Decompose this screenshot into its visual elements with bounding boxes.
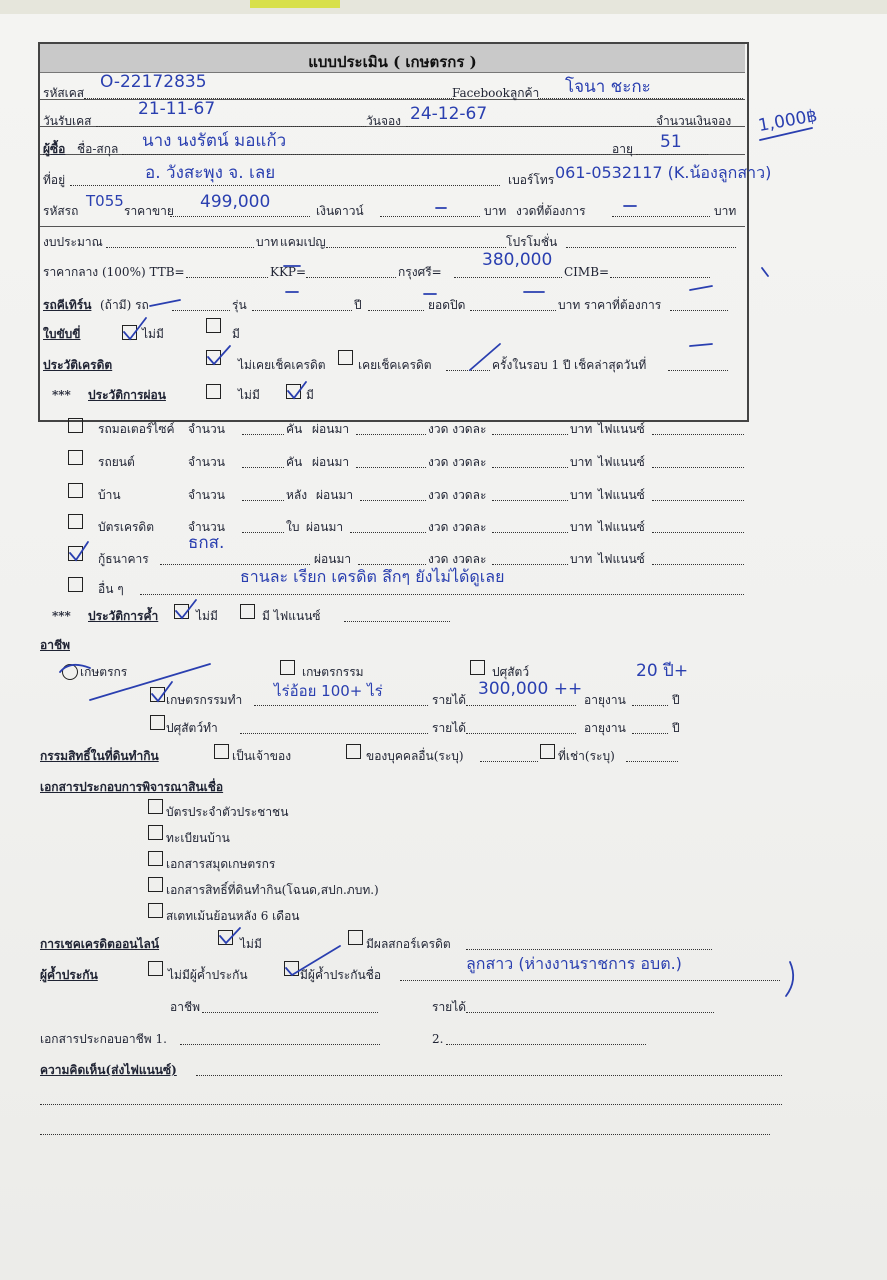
installment-wanted-label: งวดที่ต้องการ xyxy=(516,204,586,218)
land-ownership-label: กรรมสิทธิ์ในที่ดินทำกิน xyxy=(40,749,159,763)
job-docs-two: 2. xyxy=(432,1032,444,1046)
close-amount-label: ยอดปิด xyxy=(428,298,466,312)
car-code-value: T055 xyxy=(86,192,124,210)
career-label: อาชีพ xyxy=(40,638,70,652)
krungsri-value: 380,000 xyxy=(482,250,553,270)
age-value: 51 xyxy=(660,132,682,152)
wanted-price-label: ราคาที่ต้องการ xyxy=(584,298,662,312)
baht-text: บาท xyxy=(714,204,737,218)
never-checked-label: ไม่เคยเช็คเครดิต xyxy=(238,358,326,372)
agri-do-value: ไร่อ้อย 100+ ไร่ xyxy=(274,682,383,700)
facebook-value: โจนา ชะกะ xyxy=(565,77,651,97)
opinion-label: ความคิดเห็น(ส่งไฟแนนซ์) xyxy=(40,1063,177,1077)
debt-name: กู้ธนาคาร xyxy=(98,552,149,566)
land-own-label: เป็นเจ้าของ xyxy=(232,749,292,763)
per-label: งวด งวดละ xyxy=(428,488,487,502)
has-guarantor-label: มีผู้ค้ำประกันชื่อ xyxy=(300,968,382,982)
mid-price-label: ราคากลาง (100%) TTB= xyxy=(43,265,185,279)
bank-name-value: ธกส. xyxy=(188,533,225,553)
booking-amount-label: จำนวนเงินจอง xyxy=(656,114,732,128)
agri-do-label: เกษตรกรรมทำ xyxy=(166,693,243,707)
unit-label: คัน xyxy=(286,422,303,436)
promotion-label: โปรโมชั่น xyxy=(506,235,558,249)
address-value: อ. วังสะพุง จ. เลย xyxy=(145,163,276,183)
farmer-label: เกษตรกร xyxy=(80,665,128,679)
campaign-label: แคมเปญ xyxy=(280,235,326,249)
paid-label: ผ่อนมา xyxy=(306,520,344,534)
per-label: งวด งวดละ xyxy=(428,455,487,469)
income-value: 300,000 ++ xyxy=(478,679,583,699)
income-label: รายได้ xyxy=(432,721,467,735)
credit-history-label: ประวัติเครดิต xyxy=(43,358,113,372)
case-code-label: รหัสเคส xyxy=(43,86,85,100)
trade-in-note: (ถ้ามี) รถ xyxy=(100,298,149,312)
year-label: ปี xyxy=(672,721,680,735)
baht-text: บาท xyxy=(570,488,593,502)
buyer-label: ผู้ซื้อ xyxy=(43,142,66,156)
online-yes-label: มีผลสกอร์เครดิต xyxy=(366,937,451,951)
paid-label: ผ่อนมา xyxy=(312,455,350,469)
stars: *** xyxy=(52,388,71,402)
paid-label: ผ่อนมา xyxy=(314,552,352,566)
case-code-value: O-22172835 xyxy=(100,72,207,92)
years-note: 20 ปี+ xyxy=(636,661,689,681)
count-label: จำนวน xyxy=(188,422,225,436)
paid-label: ผ่อนมา xyxy=(316,488,354,502)
count-label: จำนวน xyxy=(188,488,225,502)
installment-history-label: ประวัติการผ่อน xyxy=(88,388,166,402)
baht-text: บาท xyxy=(570,422,593,436)
buyer-name-value: นาง นงรัตน์ มอแก้ว xyxy=(142,131,287,151)
guarantor-job-label: อาชีพ xyxy=(170,1000,200,1014)
finance-label: ไฟแนนซ์ xyxy=(598,455,645,469)
model-label: รุ่น xyxy=(232,298,247,312)
license-label: ใบขับขี่ xyxy=(43,327,81,341)
livestock-do-label: ปศุสัตว์ทำ xyxy=(166,721,218,735)
docs-label: เอกสารประกอบการพิจารณาสินเชื่อ xyxy=(40,780,224,794)
checked-label: เคยเช็คเครดิต xyxy=(358,358,432,372)
baht-text: บาท xyxy=(484,204,507,218)
cimb-label: CIMB= xyxy=(564,265,610,279)
online-credit-label: การเชคเครดิตออนไลน์ xyxy=(40,937,160,951)
per-label: งวด งวดละ xyxy=(428,422,487,436)
agri-label: เกษตรกรรม xyxy=(302,665,364,679)
per-label: งวด งวดละ xyxy=(428,520,487,534)
paid-label: ผ่อนมา xyxy=(312,422,350,436)
unit-label: คัน xyxy=(286,455,303,469)
guarantor-income-label: รายได้ xyxy=(432,1000,467,1014)
guarantor-name-value: ลูกสาว (ห่างงานราชการ อบต.) xyxy=(466,954,682,973)
receive-date-label: วันรับเคส xyxy=(43,114,92,128)
kkp-label: KKP= xyxy=(270,265,307,279)
baht-text: บาท xyxy=(570,455,593,469)
booking-date-label: วันจอง xyxy=(366,114,402,128)
installment-no-label: ไม่มี xyxy=(238,388,260,402)
sale-price-value: 499,000 xyxy=(200,192,271,212)
count-label: จำนวน xyxy=(188,520,225,534)
times-label: ครั้งในรอบ 1 ปี xyxy=(492,358,571,372)
year-label: ปี xyxy=(672,693,680,707)
debt-name: บัตรเครดิต xyxy=(98,520,155,534)
land-other-label: ของบุคคลอื่น(ระบุ) xyxy=(366,749,464,763)
baht-text: บาท xyxy=(570,520,593,534)
work-age-label: อายุงาน xyxy=(584,693,626,707)
livestock-label: ปศุสัตว์ xyxy=(492,665,530,679)
stars: *** xyxy=(52,609,71,623)
name-label: ชื่อ-สกุล xyxy=(77,142,119,156)
doc-item: ทะเบียนบ้าน xyxy=(166,831,230,845)
guarantor-label: ผู้ค้ำประกัน xyxy=(40,968,98,982)
car-code-label: รหัสรถ xyxy=(43,204,79,218)
work-age-label: อายุงาน xyxy=(584,721,626,735)
guarantee-history-label: ประวัติการค้ำ xyxy=(88,609,159,623)
guarantee-yes-label: มี ไฟแนนซ์ xyxy=(262,609,321,623)
phone-label: เบอร์โทร xyxy=(508,173,555,187)
debt-name: รถมอเตอร์ไซค์ xyxy=(98,422,175,436)
last-check-label: เช็คล่าสุดวันที่ xyxy=(574,358,647,372)
receive-date-value: 21-11-67 xyxy=(138,99,216,119)
per-label: งวด งวดละ xyxy=(428,552,487,566)
debt-name: บ้าน xyxy=(98,488,121,502)
no-guarantor-label: ไม่มีผู้ค้ำประกัน xyxy=(168,968,248,982)
facebook-label: Facebookลูกค้า xyxy=(452,86,540,100)
other-label: อื่น ๆ xyxy=(98,582,124,596)
unit-label: หลัง xyxy=(286,488,308,502)
doc-item: เอกสารสมุดเกษตรกร xyxy=(166,857,276,871)
doc-item: เอกสารสิทธิ์ที่ดินทำกิน(โฉนด,สปก.ภบท.) xyxy=(166,883,379,897)
baht-text: บาท xyxy=(570,552,593,566)
debt-name: รถยนต์ xyxy=(98,455,135,469)
age-label: อายุ xyxy=(612,142,633,156)
sale-price-label: ราคาขาย xyxy=(124,204,174,218)
license-yes-label: มี xyxy=(232,327,240,341)
installment-yes-label: มี xyxy=(306,388,314,402)
doc-item: บัตรประจำตัวประชาชน xyxy=(166,805,289,819)
unit-label: ใบ xyxy=(286,520,300,534)
count-label: จำนวน xyxy=(188,455,225,469)
phone-value: 061-0532117 (K.น้องลูกสาว) xyxy=(555,163,772,182)
baht-text: บาท xyxy=(256,235,279,249)
job-docs-label: เอกสารประกอบอาชีพ 1. xyxy=(40,1032,167,1046)
trade-in-label: รถคีเทิร์น xyxy=(43,298,92,312)
land-rent-label: ที่เช่า(ระบุ) xyxy=(558,749,615,763)
finance-label: ไฟแนนซ์ xyxy=(598,488,645,502)
booking-date-value: 24-12-67 xyxy=(410,104,488,124)
finance-label: ไฟแนนซ์ xyxy=(598,422,645,436)
baht-text: บาท xyxy=(558,298,581,312)
krungsri-label: กรุงศรี= xyxy=(398,265,442,279)
online-no-label: ไม่มี xyxy=(240,937,262,951)
finance-label: ไฟแนนซ์ xyxy=(598,520,645,534)
guarantee-no-label: ไม่มี xyxy=(196,609,218,623)
booking-amount-value: 1,000฿ xyxy=(756,105,819,137)
address-label: ที่อยู่ xyxy=(43,173,66,187)
form-title: แบบประเมิน ( เกษตรกร ) xyxy=(308,53,477,71)
license-no-label: ไม่มี xyxy=(142,327,164,341)
budget-label: งบประมาณ xyxy=(43,235,103,249)
year-label: ปี xyxy=(354,298,362,312)
doc-item: สเตทเม้นย้อนหลัง 6 เดือน xyxy=(166,909,300,923)
other-note-value: ธานละ เรียก เครดิต ลึกๆ ยังไม่ได้ดูเลย xyxy=(240,567,505,586)
income-label: รายได้ xyxy=(432,693,467,707)
down-payment-label: เงินดาวน์ xyxy=(316,204,364,218)
finance-label: ไฟแนนซ์ xyxy=(598,552,645,566)
